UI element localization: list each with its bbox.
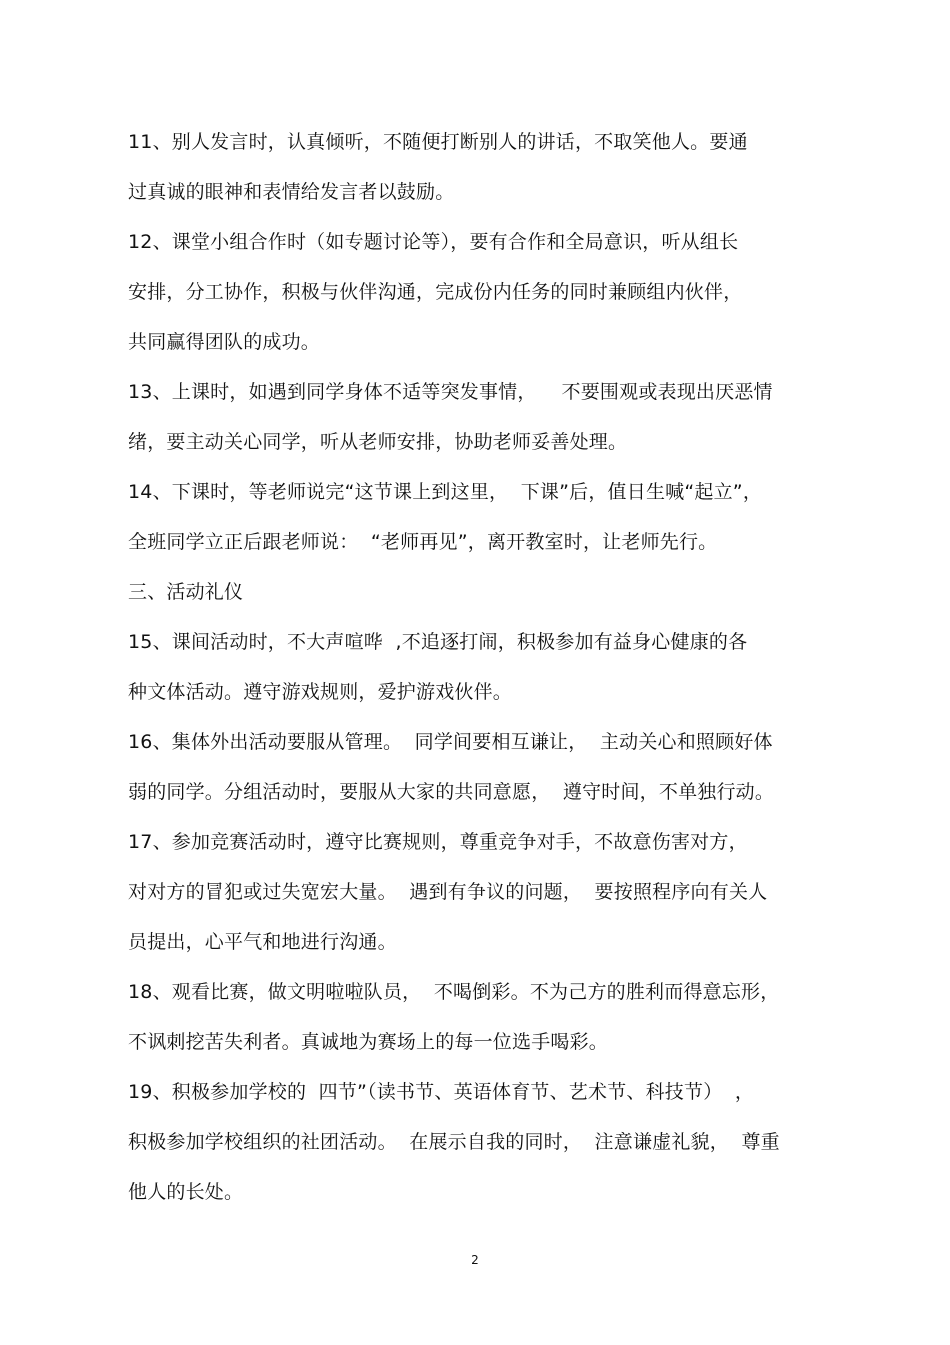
text-line-19: 不讽刺挖苦失利者。真诚地为赛场上的每一位选手喝彩。 [128,1031,609,1053]
text-line-15: 17、参加竞赛活动时，遵守比赛规则，尊重竞争对手，不故意伤害对方， [128,831,748,853]
text-line-7: 绪，要主动关心同学，听从老师安排，协助老师妥善处理。 [128,431,628,453]
page-number: 2 [471,1253,479,1267]
text-line-18: 18、观看比赛，做文明啦啦队员， 不喝倒彩。不为己方的胜利而得意忘形， [128,981,780,1003]
text-line-11: 15、课间活动时，不大声喧哗 ,不追逐打闹，积极参加有益身心健康的各 [128,631,748,653]
text-line-21: 积极参加学校组织的社团活动。 在展示自我的同时， 注意谦虚礼貌， 尊重 [128,1131,780,1153]
text-line-8: 14、下课时，等老师说完“这节课上到这里， 下课”后，值日生喊“起立”， [128,481,763,503]
text-line-5: 共同赢得团队的成功。 [128,331,321,353]
text-line-6: 13、上课时，如遇到同学身体不适等突发事情， 不要围观或表现出厌恶情 [128,381,773,403]
text-line-2: 过真诚的眼神和表情给发言者以鼓励。 [128,181,455,203]
text-line-12: 种文体活动。遵守游戏规则，爱护游戏伙伴。 [128,681,513,703]
text-line-4: 安排，分工协作，积极与伙伴沟通，完成份内任务的同时兼顾组内伙伴， [128,281,743,303]
text-line-9: 全班同学立正后跟老师说： “老师再见”，离开教室时，让老师先行。 [128,531,718,553]
text-line-20: 19、积极参加学校的 四节”（读书节、英语体育节、艺术节、科技节） ， [128,1081,755,1103]
text-line-1: 11、别人发言时，认真倾听，不随便打断别人的讲话，不取笑他人。要通 [128,131,748,153]
text-line-3: 12、课堂小组合作时（如专题讨论等），要有合作和全局意识，听从组长 [128,231,739,253]
text-line-14: 弱的同学。分组活动时，要服从大家的共同意愿， 遵守时间，不单独行动。 [128,781,775,803]
text-line-13: 16、集体外出活动要服从管理。 同学间要相互谦让， 主动关心和照顾好体 [128,731,773,753]
text-line-22: 他人的长处。 [128,1181,244,1203]
section-heading: 三、活动礼仪 [128,581,244,603]
text-line-17: 员提出，心平气和地进行沟通。 [128,931,397,953]
text-line-16: 对对方的冒犯或过失宽宏大量。 遇到有争议的问题， 要按照程序向有关人 [128,881,768,903]
